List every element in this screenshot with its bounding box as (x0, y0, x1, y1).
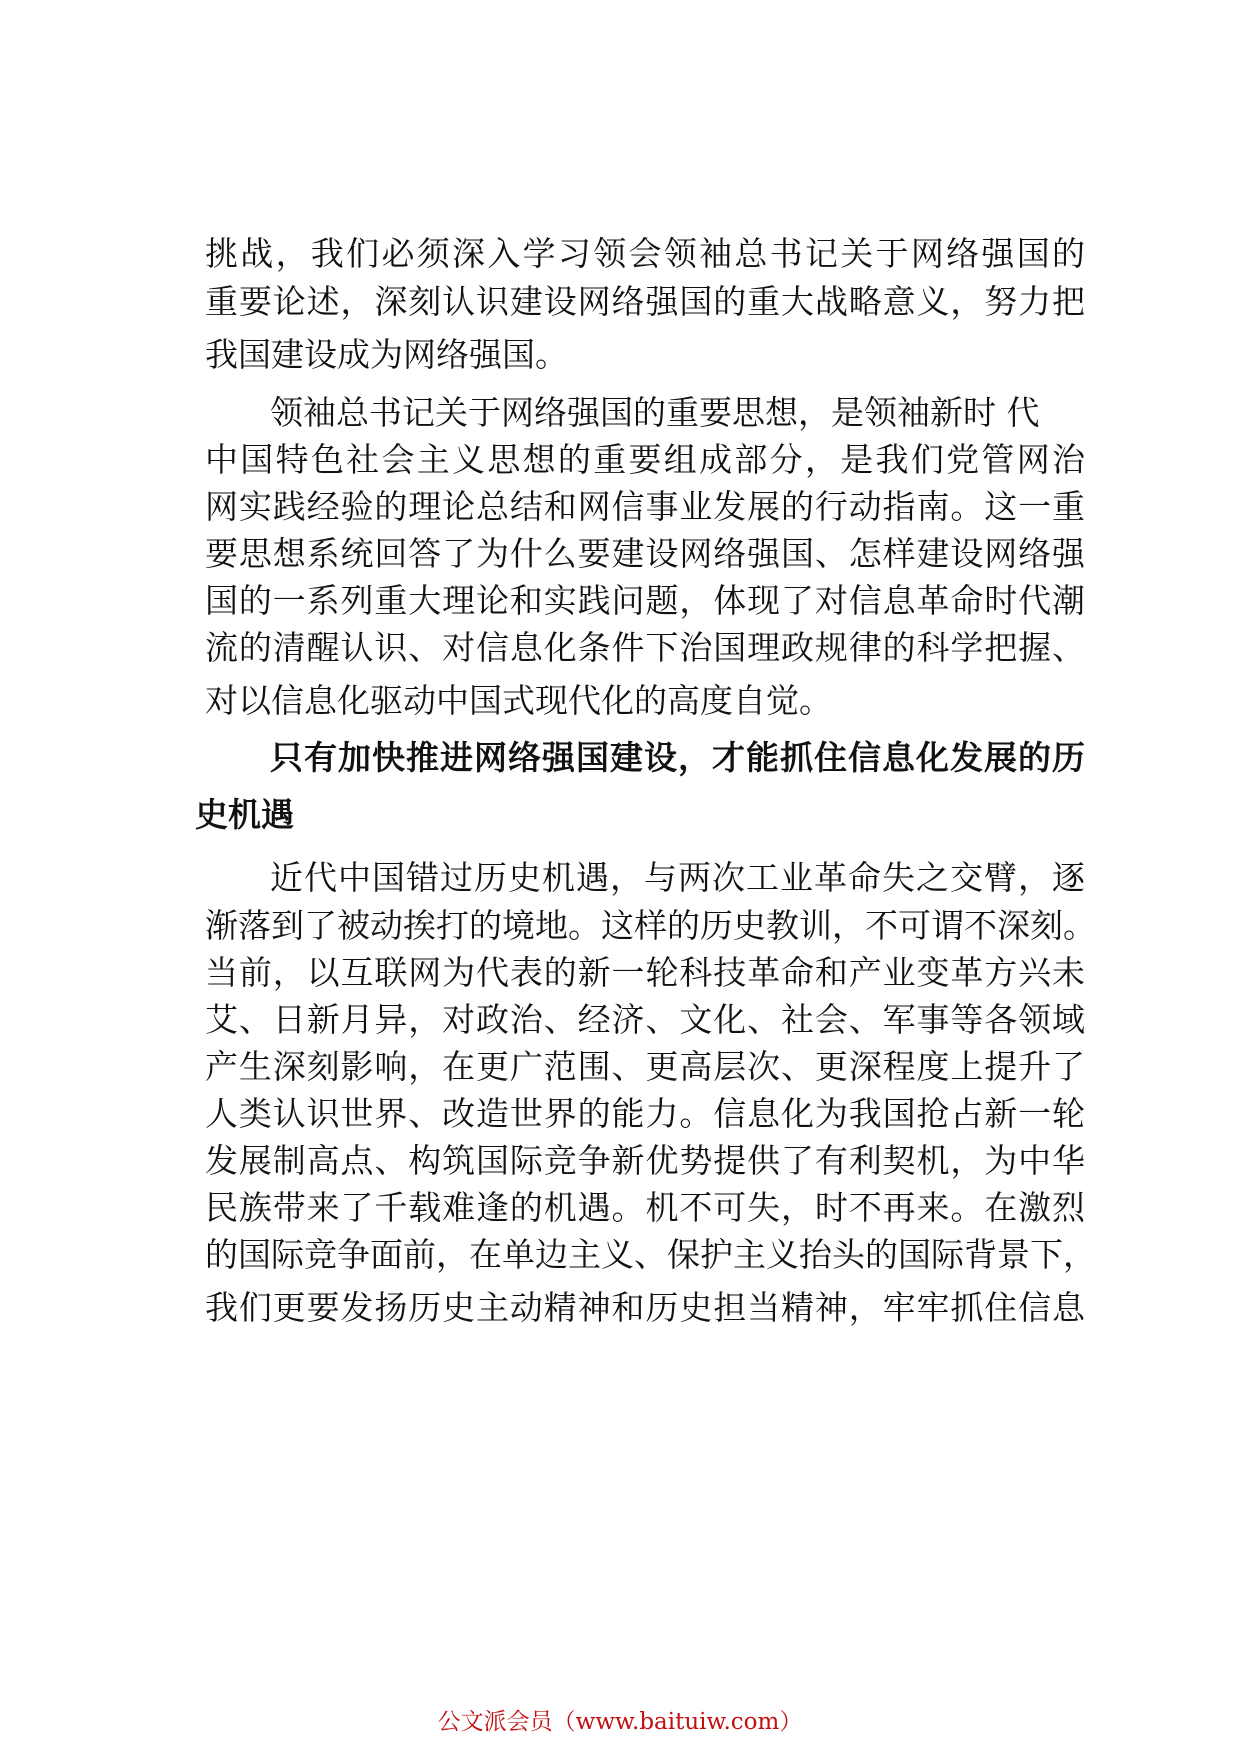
text-line: 对以信息化驱动中国式现代化的高度自觉。 (205, 681, 832, 720)
text-line: 产生深刻影响，在更广范围、更高层次、更深程度上提升了 (205, 1047, 1085, 1086)
text-line: 的国际竞争面前，在单边主义、保护主义抬头的国际背景下， (205, 1235, 1096, 1274)
section-heading: 只有加快推进网络强国建设，才能抓住信息化发展的历 (270, 738, 1085, 777)
text-line: 重要论述，深刻认识建设网络强国的重大战略意义，努力把 (205, 282, 1085, 321)
text-line: 人类认识世界、改造世界的能力。信息化为我国抢占新一轮 (205, 1094, 1085, 1133)
text-line: 当前，以互联网为代表的新一轮科技革命和产业变革方兴未 (205, 953, 1085, 992)
footer-watermark: 公文派会员（www.baituiw.com） (437, 1709, 803, 1735)
text-line: 网实践经验的理论总结和网信事业发展的行动指南。这一重 (205, 487, 1085, 526)
text-line: 民族带来了千载难逢的机遇。机不可失，时不再来。在激烈 (205, 1188, 1085, 1227)
text-line: 要思想系统回答了为什么要建设网络强国、怎样建设网络强 (205, 534, 1085, 573)
paragraph-first-line: 领袖总书记关于网络强国的重要思想，是领袖新时 代 (270, 393, 1040, 432)
paragraph-first-line: 近代中国错过历史机遇，与两次工业革命失之交臂，逐 (270, 858, 1085, 897)
text-line: 流的清醒认识、对信息化条件下治国理政规律的科学把握、 (205, 628, 1085, 667)
text-line: 艾、日新月异，对政治、经济、文化、社会、军事等各领域 (205, 1000, 1085, 1039)
text-line: 我国建设成为网络强国。 (205, 335, 568, 374)
text-line: 挑战，我们必须深入学习领会领袖总书记关于网络强国的 (205, 234, 1085, 273)
text-line: 渐落到了被动挨打的境地。这样的历史教训，不可谓不深刻。 (205, 906, 1096, 945)
text-line: 国的一系列重大理论和实践问题，体现了对信息革命时代潮 (205, 581, 1085, 620)
text-line: 中国特色社会主义思想的重要组成部分，是我们党管网治 (205, 440, 1085, 479)
text-line: 我们更要发扬历史主动精神和历史担当精神，牢牢抓住信息 (205, 1288, 1085, 1327)
text-line: 发展制高点、构筑国际竞争新优势提供了有利契机，为中华 (205, 1141, 1085, 1180)
section-heading-continuation: 史机遇 (195, 795, 294, 834)
